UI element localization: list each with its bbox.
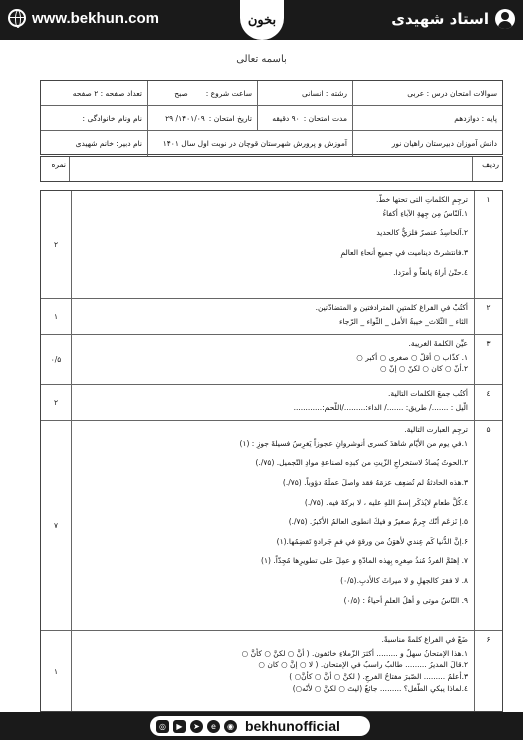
brand-logo [240, 0, 284, 40]
question-number: ۵ [474, 421, 502, 630]
question-column-header [69, 157, 472, 181]
question-line: الّيل : ......./ طريق: ......./ الداء:........./اللّحم:............ [293, 402, 468, 412]
question-number: ۲ [474, 299, 502, 334]
question-score: ۷ [53, 521, 59, 530]
site-link[interactable] [8, 9, 159, 27]
eitaa-icon[interactable]: e [207, 720, 220, 733]
logo-text: بخون [247, 12, 277, 28]
question-line: ۷. إهتَمَّ الفردُ مُنذُ صِغرِه بِهذه المادّةِ و عمِلَ علی تطويرِها مُجِدّاً. (۱) [261, 556, 468, 566]
date-label: تاریخ امتحان : [208, 113, 252, 123]
field-cell: رشته : انسانی [257, 81, 352, 105]
question-title: ترجِم العبارت التالية. [404, 425, 468, 434]
duration-value: ۹۰ دقیقه [272, 113, 300, 123]
question-row [41, 335, 502, 385]
score-column-header: نمره [51, 160, 66, 169]
question-title: أکتُب جمعَ الکلمات التالية. [388, 389, 468, 398]
aparat-icon[interactable]: ◉ [224, 720, 237, 733]
question-title: عيِّن الکلمةَ الغريبة. [408, 339, 468, 348]
question-line: ۹. النّاسُ موتی و أهلُ العلمِ أحياءٌ : (۰/۵) [343, 595, 468, 605]
globe-icon [8, 9, 26, 27]
question-score: ۱ [53, 666, 59, 676]
question-score: ۲ [53, 398, 59, 407]
question-line: ۲.قالَ المديرُ ......... طالبٌ راسبٌ في الإمتحان. ( لا ○ إنَّ ○ کان ○ [258, 660, 468, 670]
grade-cell: پایه : دوازدهم [352, 106, 502, 130]
question-score: ۰/۵ [50, 355, 62, 364]
header-row-3 [41, 131, 502, 156]
question-body [71, 421, 474, 630]
youtube-icon[interactable]: ▶ [173, 720, 186, 733]
question-line: ۵.إ نَزعَم أنّك جِرمٌ صغيرٌ و فيكَ انطوی العالمُ الأکبرُ. (۷۵/.) [288, 517, 468, 527]
department-cell: آموزش و پرورش شهرستان قوچان در نوبت اول سال ۱۴۰۱ [147, 131, 352, 156]
school-cell: دانش آموزان دبیرستان راهیان نور [352, 131, 502, 156]
question-title: ترجِمِ الکلماتِ التی تحتها خطّ. [375, 195, 468, 204]
question-line: ۲.أنّ ○ کان ○ لکنّ ○ إنّ ○ [380, 364, 468, 374]
question-body [71, 631, 474, 711]
top-banner [0, 0, 523, 40]
question-body [71, 335, 474, 384]
question-line: الثاء _ الثّلاث_ خيبةُ الأمل _ الثّواء _ الرّجاء [339, 316, 468, 326]
teacher-name-cell: نام دبیر: خانم شهیدی [75, 139, 142, 148]
pages-cell: تعداد صفحه : ۲ صفحه [72, 88, 142, 98]
header-row-1 [41, 81, 502, 106]
question-line: ۸. لا فقرَ کالجهلِ و لا ميراثَ کالأدبِ.(۰/۵) [340, 576, 468, 585]
question-line: ٤.لماذا يبکي الطّفل؟ ......... جائعٌ (ليتَ ○ لکنَّ ○ لأنّه○) [292, 683, 468, 693]
row-column-header: ردیف [472, 157, 502, 181]
question-number: ۱ [474, 191, 502, 298]
social-handle-pill[interactable] [150, 716, 370, 736]
exam-header-table [40, 80, 503, 155]
question-line: ۳.فانتشرتْ دیناميت في جميعِ أنحاءِ العالمِ [340, 247, 468, 257]
question-number: ۳ [474, 335, 502, 384]
question-line: ۱.اَلنّاسُ مِن جِهةِ الآباءِ أکفاءُ [382, 208, 468, 218]
question-score: ۱ [53, 312, 59, 321]
question-body [71, 385, 474, 420]
social-handle: bekhunofficial [245, 718, 340, 734]
question-line: ۲.الحوتُ يُصادُ لاستخراجِ الزّيتِ من کبدِه لصناعةِ موادِ التّجميل. (۷۵/.) [255, 458, 468, 468]
question-line: ٤.کُلُّ طعامٍ لايُذکَر إسمُ اللهِ عليه ، لا برکةَ فيه. (۷۵/.) [304, 497, 468, 507]
question-title: أکتُبْ في الفراغ کلمتينِ المترادفتين و المتضادّتين. [315, 303, 468, 312]
question-line: ۱. کذّاب ○ أقلّ ○ صغری ○ أکبر ○ [356, 352, 468, 362]
site-url: www.bekhun.com [32, 9, 159, 27]
question-body [71, 191, 474, 298]
question-row [41, 385, 502, 421]
question-line: ۶.إنَّ الدُّنيا کَم عِندي لأهوَنُ من ورقةٍ في فمِ جَرادةٍ تَقضِمُها.(۱) [276, 536, 468, 546]
question-body [71, 299, 474, 334]
questions-table [40, 190, 503, 712]
question-line: ٤.حتّیٰ أراهُ يانعاً و أمرَدا. [393, 267, 468, 277]
subject-cell: سوالات امتحان درس : عربی [352, 81, 502, 105]
start-time-cell [147, 81, 257, 105]
telegram-icon[interactable]: ➤ [190, 720, 203, 733]
user-icon [495, 9, 515, 29]
question-title: ضَعْ في الفراغ کلمةً مناسبةً. [381, 635, 468, 644]
bottom-banner [0, 712, 523, 740]
question-score: ۲ [53, 240, 59, 249]
question-line: ۱.في يوم من الأيّام شاهدَ کسری أنوشروانِ عجوزاً يَغرِسُ فسيلةَ جوزٍ : (۱) [239, 438, 468, 448]
start-time-value: صبح [174, 88, 188, 98]
question-line: ۳.أَعلمُ ......... الصّبرَ مفتاحُ الفرجِ. ( لکنَّ ○ أنَّ ○ کأنَّ○ ) [289, 671, 468, 681]
header-row-2 [41, 106, 502, 131]
duration-cell [257, 106, 352, 130]
question-number: ٤ [474, 385, 502, 420]
teacher-name: استاد شهیدی [391, 10, 489, 28]
duration-label: مدت امتحان : [303, 113, 347, 123]
question-line: ۲.اَلحاسِدُ عنصرٌ فلزيٌّ کالحديد [376, 228, 468, 238]
question-row [41, 191, 502, 299]
question-line: ۱.هذا الإمتحانُ سهلٌ و ......... أکثرَ الزّملاءِ خائفون. ( أنَّ ○ لکنَّ ○ کأنَّ ○ [241, 648, 468, 658]
question-row [41, 299, 502, 335]
question-row [41, 631, 502, 711]
question-number: ۶ [474, 631, 502, 711]
date-cell [147, 106, 257, 130]
question-line: ۳.هذه الحادثةُ لم تُضعِف عزمَهُ فقد واصلَ عملَهُ دؤوباً. (۷۵/.) [282, 477, 468, 487]
student-name-cell: نام ونام خانوادگی : [82, 113, 142, 123]
table-header-row [40, 156, 503, 182]
date-value: ۱۴۰۱/۰۹/ ۲۹ [165, 113, 205, 123]
basmala: باسمه تعالی [236, 54, 287, 65]
teacher-badge [391, 9, 515, 29]
question-row [41, 421, 502, 631]
start-time-label: ساعت شروع : [205, 88, 252, 98]
instagram-icon[interactable]: ◎ [156, 720, 169, 733]
